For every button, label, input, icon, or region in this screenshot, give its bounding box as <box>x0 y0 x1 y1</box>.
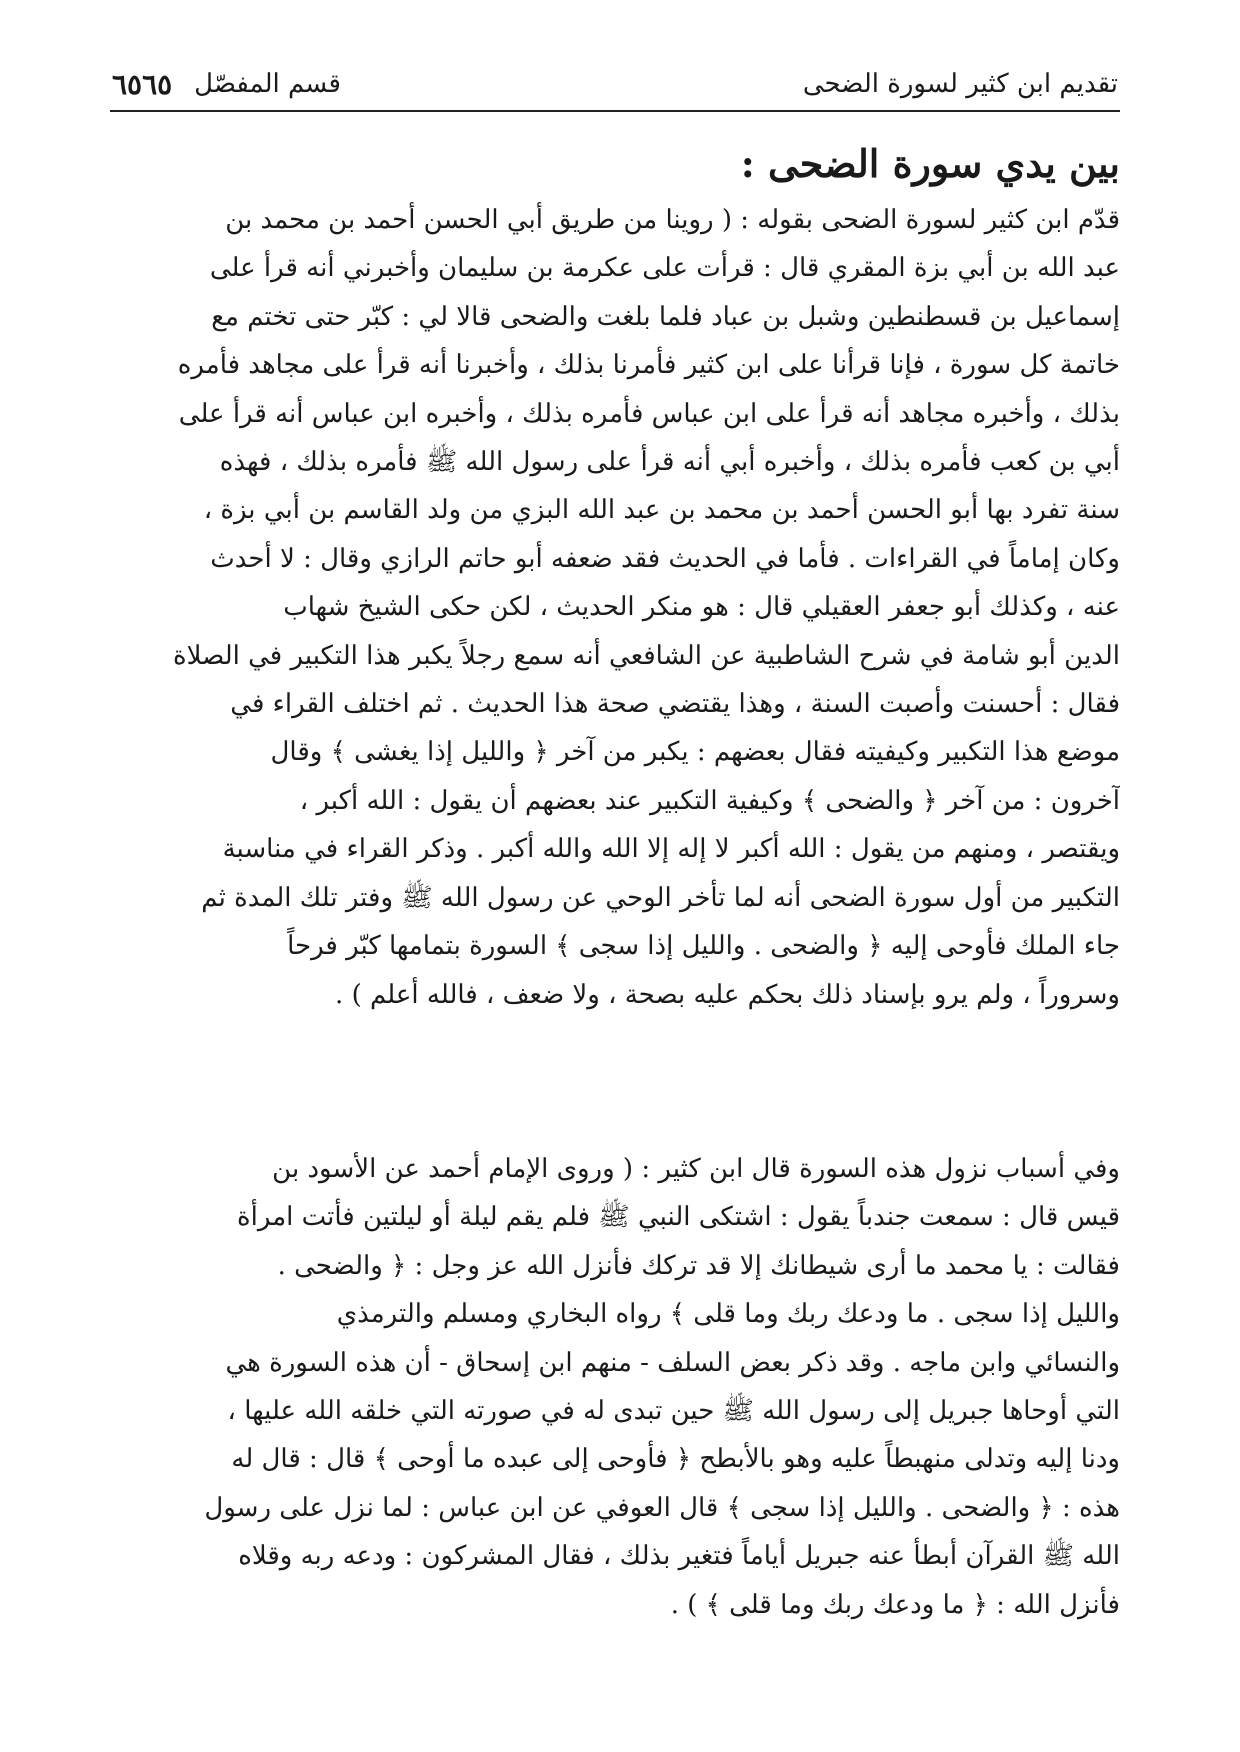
text-line: سنة تفرد بها أبو الحسن أحمد بن محمد بن عبد الله البزي من ولد القاسم بن أبي بزة ، <box>203 495 1120 526</box>
paragraph-revelation <box>110 1145 1120 1629</box>
text-line: والنسائي وابن ماجه . وقد ذكر بعض السلف - منهم ابن إسحاق - أن هذه السورة هي <box>225 1347 1120 1378</box>
text-line: جاء الملك فأوحى إليه ﴿ والضحى . والليل إذا سجى ﴾ السورة بتمامها كبّر فرحاً <box>287 931 1120 962</box>
section-name: قسم المفصّل <box>194 69 341 99</box>
text-line: أبي بن كعب فأمره بذلك ، وأخبره أبي أنه قرأ على رسول الله ﷺ فأمره بذلك ، فهذه <box>219 447 1120 478</box>
text-line: آخرون : من آخر ﴿ والضحى ﴾ وكيفية التكبير عند بعضهم أن يقول : الله أكبر ، <box>299 785 1120 816</box>
page-header <box>112 62 1118 106</box>
section-title: بين يدي سورة الضحى : <box>740 141 1120 186</box>
header-left <box>112 68 341 101</box>
text-line: الدين أبو شامة في شرح الشاطبية عن الشافعي أنه سمع رجلاً يكبر هذا التكبير في الصلاة <box>173 640 1120 671</box>
text-line: فقالت : يا محمد ما أرى شيطانك إلا قد تركك فأنزل الله عز وجل : ﴿ والضحى . <box>277 1250 1120 1281</box>
text-line: ودنا إليه وتدلى منهبطاً عليه وهو بالأبطح ﴿ فأوحى إلى عبده ما أوحى ﴾ قال : قال له <box>231 1444 1120 1475</box>
text-line: قدّم ابن كثير لسورة الضحى بقوله : ( روينا من طريق أبي الحسن أحمد بن محمد بن <box>225 205 1120 235</box>
running-title: تقديم ابن كثير لسورة الضحى <box>802 69 1118 99</box>
text-line: إسماعيل بن قسطنطين وشبل بن عباد فلما بلغت والضحى قالا لي : كبّر حتى تختم مع <box>211 301 1120 332</box>
text-line: قيس قال : سمعت جندباً يقول : اشتكى النبي ﷺ فلم يقم ليلة أو ليلتين فأتت امرأة <box>237 1202 1120 1233</box>
text-line: عنه ، وكذلك أبو جعفر العقيلي قال : هو منكر الحديث ، لكن حكى الشيخ شهاب <box>283 592 1120 623</box>
text-line: وكان إماماً في القراءات . فأما في الحديث فقد ضعفه أبو حاتم الرازي وقال : لا أحدث <box>210 543 1120 574</box>
text-line: وسروراً ، ولم يرو بإسناد ذلك بحكم عليه بصحة ، ولا ضعف ، فالله أعلم ) . <box>335 979 1120 1010</box>
text-line: بذلك ، وأخبره مجاهد أنه قرأ على ابن عباس فأمره بذلك ، وأخبره ابن عباس أنه قرأ على <box>178 398 1120 429</box>
text-line: عبد الله بن أبي بزة المقري قال : قرأت على عكرمة بن سليمان وأخبرني أنه قرأ على <box>209 253 1120 284</box>
page-number: ٦٥٦٥ <box>112 67 173 101</box>
text-line: الله ﷺ القرآن أبطأ عنه جبريل أياماً فتغير بذلك ، فقال المشركون : ودعه ربه وقلاه <box>238 1541 1120 1572</box>
header-rule <box>110 110 1120 112</box>
text-line: ويقتصر ، ومنهم من يقول : الله أكبر لا إله إلا الله والله أكبر . وذكر القراء في مناسبة <box>222 834 1120 865</box>
paragraph-intro <box>110 196 1120 1019</box>
text-line: هذه : ﴿ والضحى . والليل إذا سجى ﴾ قال العوفي عن ابن عباس : لما نزل على رسول <box>204 1492 1120 1523</box>
text-line: خاتمة كل سورة ، فإنا قرأنا على ابن كثير فأمرنا بذلك ، وأخبرنا أنه قرأ على مجاهد فأمره <box>177 350 1120 381</box>
text-line: التي أوحاها جبريل إلى رسول الله ﷺ حين تبدى له في صورته التي خلقه الله عليها ، <box>227 1396 1120 1427</box>
text-line: والليل إذا سجى . ما ودعك ربك وما قلى ﴾ رواه البخاري ومسلم والترمذي <box>336 1299 1120 1330</box>
text-line: وفي أسباب نزول هذه السورة قال ابن كثير : ( وروى الإمام أحمد عن الأسود بن <box>272 1154 1120 1184</box>
text-line: موضع هذا التكبير وكيفيته فقال بعضهم : يكبر من آخر ﴿ والليل إذا يغشى ﴾ وقال <box>270 737 1120 768</box>
text-line: فقال : أحسنت وأصبت السنة ، وهذا يقتضي صحة هذا الحديث . ثم اختلف القراء في <box>230 689 1120 720</box>
text-line: فأنزل الله : ﴿ ما ودعك ربك وما قلى ﴾ ) . <box>670 1589 1120 1620</box>
text-line: التكبير من أول سورة الضحى أنه لما تأخر الوحي عن رسول الله ﷺ وفتر تلك المدة ثم <box>201 882 1120 913</box>
